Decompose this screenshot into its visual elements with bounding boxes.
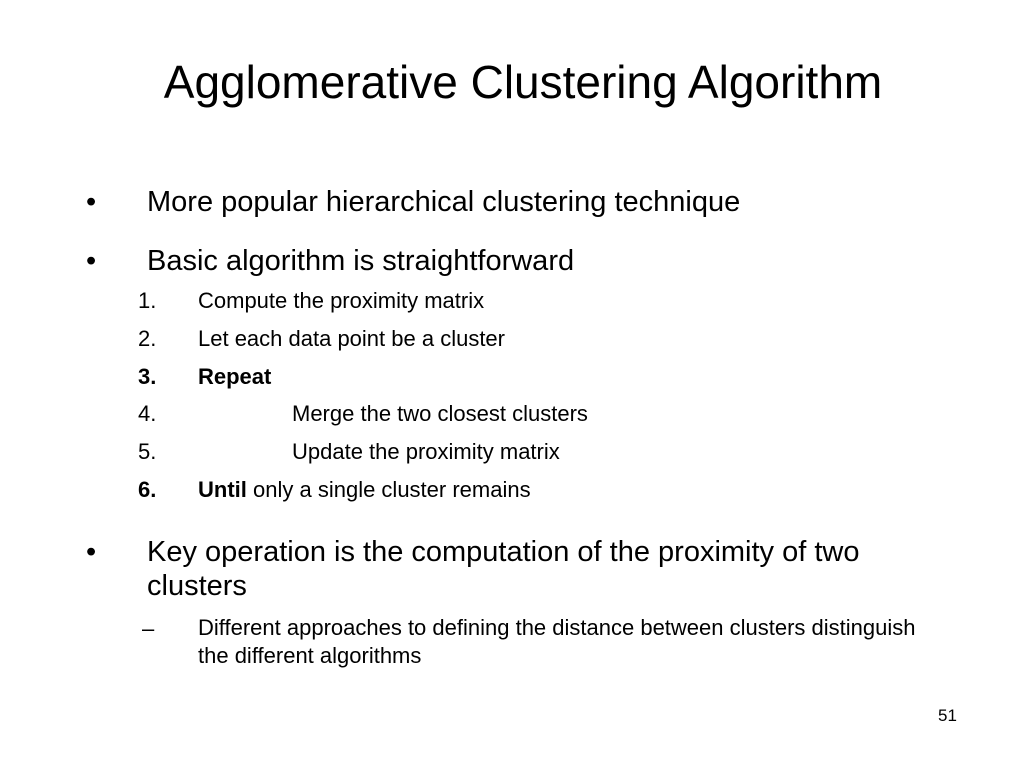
step-number: 4. bbox=[138, 401, 157, 426]
step-number: 1. bbox=[138, 288, 157, 313]
step-number: 2. bbox=[138, 326, 157, 351]
bullet-text: More popular hierarchical clustering technique bbox=[147, 186, 741, 218]
step-text-rest: only a single cluster remains bbox=[253, 477, 531, 502]
step-number: 5. bbox=[138, 439, 157, 464]
sub-bullet-marker: – bbox=[142, 616, 155, 641]
step-text: Repeat bbox=[198, 364, 272, 389]
step-text: Let each data point be a cluster bbox=[198, 326, 505, 351]
page-number: 51 bbox=[938, 706, 957, 725]
step-text: Compute the proximity matrix bbox=[198, 288, 485, 313]
step-text: Update the proximity matrix bbox=[292, 439, 560, 464]
bullet-text: Key operation is the computation of the proximity of two clusters bbox=[147, 536, 860, 602]
bullet-marker: • bbox=[86, 245, 97, 277]
sub-bullet-text: Different approaches to defining the distance between clusters distinguish the different algorithms bbox=[198, 615, 916, 668]
bullet-text: Basic algorithm is straightforward bbox=[147, 245, 575, 277]
step-text bbox=[198, 477, 531, 503]
bullet-marker: • bbox=[86, 186, 97, 218]
slide-title: Agglomerative Clustering Algorithm bbox=[163, 56, 883, 108]
step-text: Merge the two closest clusters bbox=[292, 401, 588, 426]
step-keyword: Until bbox=[198, 477, 247, 502]
step-number: 3. bbox=[138, 364, 157, 389]
bullet-marker: • bbox=[86, 536, 97, 568]
step-number: 6. bbox=[138, 477, 157, 502]
